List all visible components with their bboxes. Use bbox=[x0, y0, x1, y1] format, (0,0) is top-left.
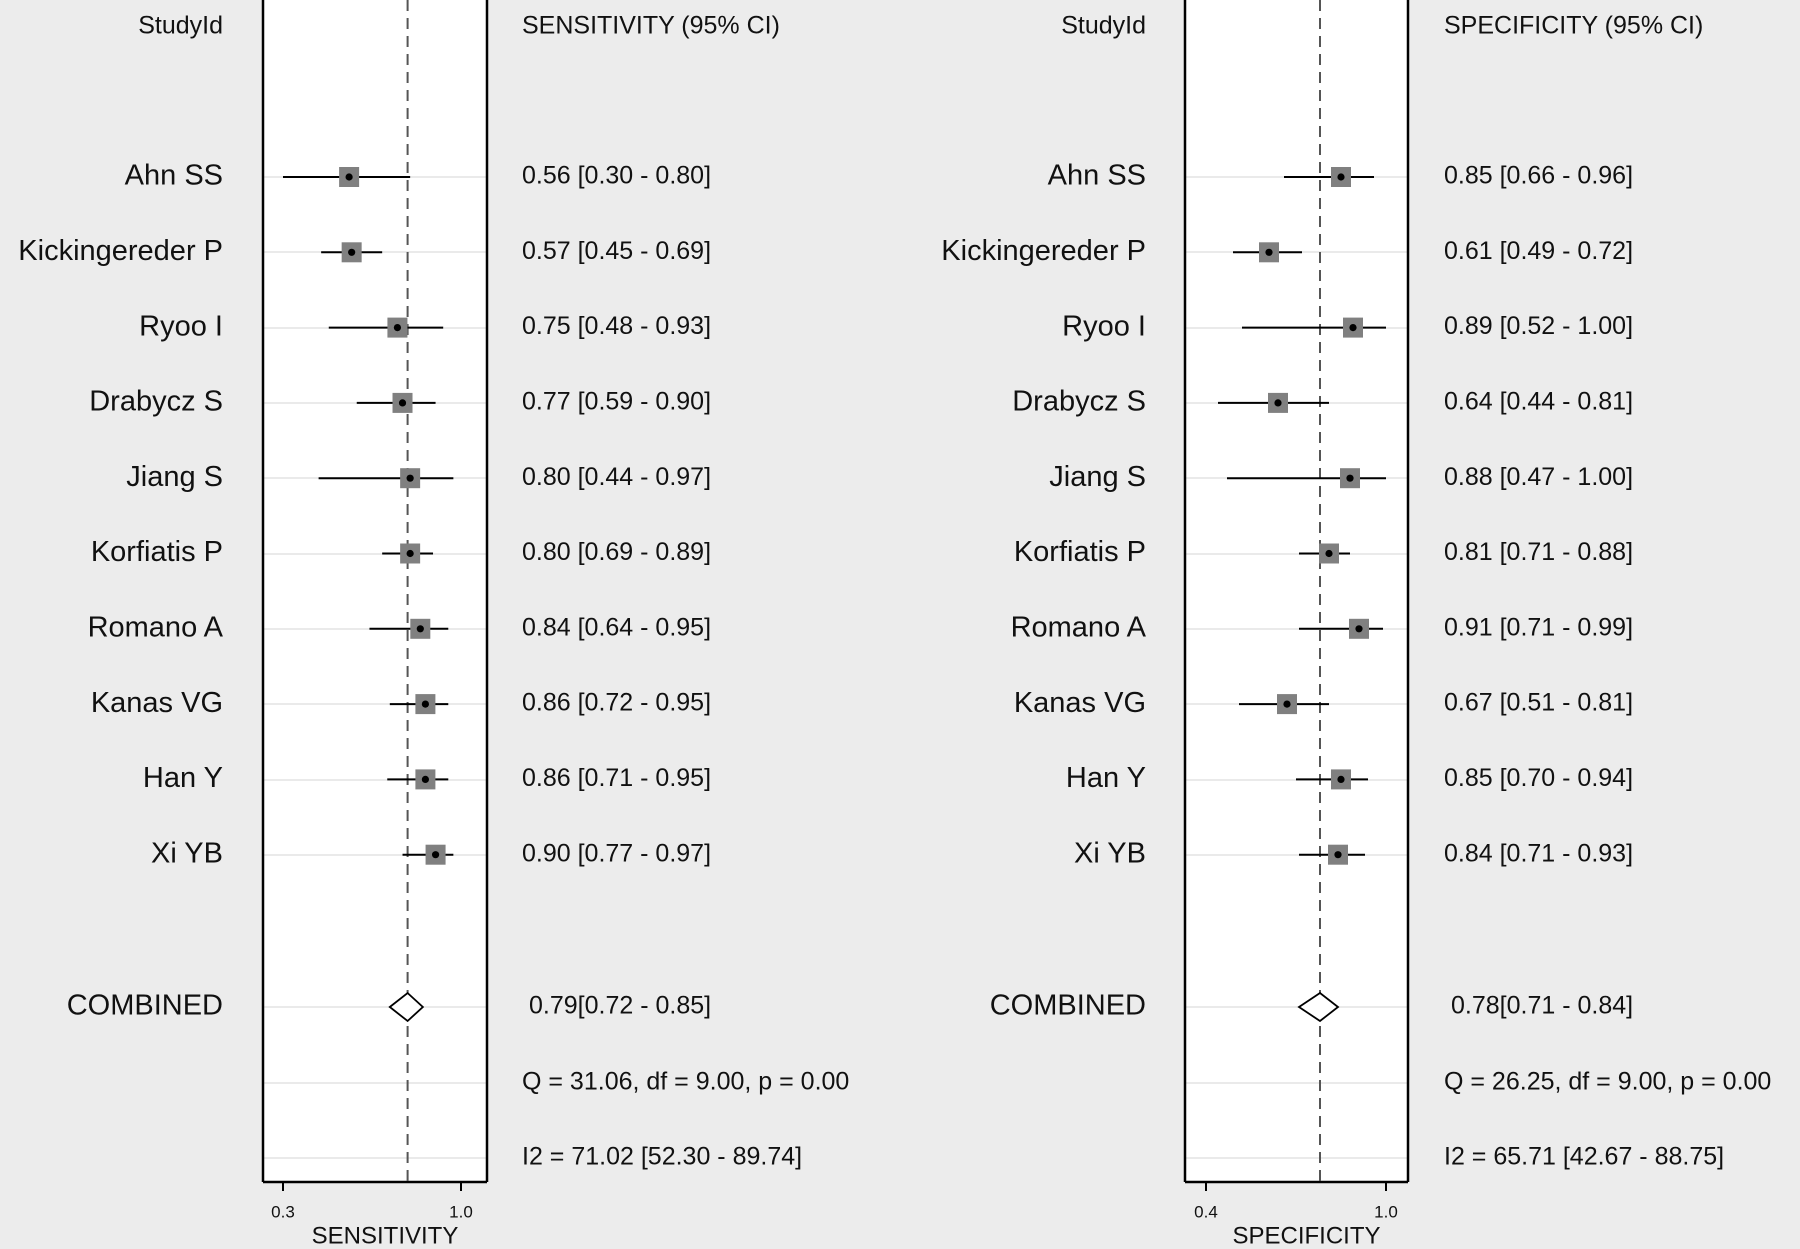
study-name: Xi YB bbox=[1073, 837, 1146, 870]
heterogeneity-i2: I2 = 71.02 [52.30 - 89.74] bbox=[522, 1142, 803, 1171]
point-estimate bbox=[1355, 625, 1362, 632]
point-estimate bbox=[1325, 550, 1332, 557]
study-name: Jiang S bbox=[126, 460, 223, 493]
point-estimate bbox=[407, 475, 414, 482]
point-estimate bbox=[407, 550, 414, 557]
point-estimate bbox=[1349, 324, 1356, 331]
point-estimate bbox=[422, 776, 429, 783]
ci-value-label: 0.86 [0.71 - 0.95] bbox=[522, 764, 712, 793]
study-column-header: StudyId bbox=[138, 11, 223, 40]
study-name: Jiang S bbox=[1049, 460, 1146, 493]
point-estimate bbox=[1274, 399, 1281, 406]
x-tick-label: 0.3 bbox=[271, 1202, 295, 1222]
combined-label: COMBINED bbox=[989, 989, 1146, 1022]
point-estimate bbox=[422, 701, 429, 708]
point-estimate bbox=[399, 399, 406, 406]
x-tick-label: 0.4 bbox=[1194, 1202, 1218, 1222]
study-name: Korfiatis P bbox=[1013, 536, 1146, 569]
ci-value-label: 0.77 [0.59 - 0.90] bbox=[522, 387, 712, 416]
study-column-header: StudyId bbox=[1061, 11, 1146, 40]
point-estimate bbox=[1283, 701, 1290, 708]
x-tick-label: 1.0 bbox=[449, 1202, 473, 1222]
study-name: Drabycz S bbox=[1012, 385, 1146, 418]
point-estimate bbox=[1337, 173, 1344, 180]
ci-value-label: 0.57 [0.45 - 0.69] bbox=[522, 236, 712, 265]
ci-value-label: 0.91 [0.71 - 0.99] bbox=[1444, 613, 1634, 642]
point-estimate bbox=[1337, 776, 1344, 783]
study-name: Ahn SS bbox=[124, 159, 223, 192]
ci-value-label: 0.64 [0.44 - 0.81] bbox=[1444, 387, 1634, 416]
study-name: Ryoo I bbox=[139, 310, 223, 343]
ci-value-label: 0.86 [0.72 - 0.95] bbox=[522, 688, 712, 717]
ci-value-label: 0.81 [0.71 - 0.88] bbox=[1444, 538, 1634, 567]
heterogeneity-q: Q = 31.06, df = 9.00, p = 0.00 bbox=[522, 1067, 850, 1096]
study-name: Han Y bbox=[1065, 762, 1146, 795]
ci-value-label: 0.80 [0.44 - 0.97] bbox=[522, 462, 712, 491]
ci-value-label: 0.90 [0.77 - 0.97] bbox=[522, 839, 712, 868]
ci-value-label: 0.89 [0.52 - 1.00] bbox=[1444, 312, 1634, 341]
point-estimate bbox=[348, 249, 355, 256]
ci-value-label: 0.61 [0.49 - 0.72] bbox=[1444, 236, 1634, 265]
study-name: Kanas VG bbox=[90, 686, 223, 719]
point-estimate bbox=[1334, 851, 1341, 858]
combined-value-label: 0.79[0.72 - 0.85] bbox=[529, 991, 712, 1020]
ci-value-label: 0.88 [0.47 - 1.00] bbox=[1444, 462, 1634, 491]
study-name: Romano A bbox=[87, 611, 223, 644]
point-estimate bbox=[394, 324, 401, 331]
study-name: Ahn SS bbox=[1047, 159, 1146, 192]
ci-value-label: 0.56 [0.30 - 0.80] bbox=[522, 161, 712, 190]
study-name: Korfiatis P bbox=[90, 536, 223, 569]
point-estimate bbox=[1265, 249, 1272, 256]
ci-value-label: 0.80 [0.69 - 0.89] bbox=[522, 538, 712, 567]
ci-value-label: 0.85 [0.66 - 0.96] bbox=[1444, 161, 1634, 190]
combined-label: COMBINED bbox=[66, 989, 223, 1022]
study-name: Xi YB bbox=[150, 837, 223, 870]
value-column-header: SPECIFICITY (95% CI) bbox=[1444, 11, 1704, 40]
study-name: Romano A bbox=[1010, 611, 1146, 644]
ci-value-label: 0.84 [0.71 - 0.93] bbox=[1444, 839, 1634, 868]
heterogeneity-i2: I2 = 65.71 [42.67 - 88.75] bbox=[1444, 1142, 1725, 1171]
combined-value-label: 0.78[0.71 - 0.84] bbox=[1451, 991, 1634, 1020]
study-name: Drabycz S bbox=[89, 385, 223, 418]
ci-value-label: 0.75 [0.48 - 0.93] bbox=[522, 312, 712, 341]
ci-value-label: 0.84 [0.64 - 0.95] bbox=[522, 613, 712, 642]
study-name: Kanas VG bbox=[1013, 686, 1146, 719]
x-axis-label: SENSITIVITY bbox=[311, 1222, 459, 1249]
study-name: Ryoo I bbox=[1062, 310, 1146, 343]
value-column-header: SENSITIVITY (95% CI) bbox=[522, 11, 780, 40]
study-name: Kickingereder P bbox=[941, 234, 1146, 267]
point-estimate bbox=[346, 173, 353, 180]
study-name: Han Y bbox=[142, 762, 223, 795]
ci-value-label: 0.67 [0.51 - 0.81] bbox=[1444, 688, 1634, 717]
x-axis-label: SPECIFICITY bbox=[1232, 1222, 1381, 1249]
point-estimate bbox=[417, 625, 424, 632]
point-estimate bbox=[432, 851, 439, 858]
ci-value-label: 0.85 [0.70 - 0.94] bbox=[1444, 764, 1634, 793]
point-estimate bbox=[1346, 475, 1353, 482]
study-name: Kickingereder P bbox=[18, 234, 223, 267]
heterogeneity-q: Q = 26.25, df = 9.00, p = 0.00 bbox=[1444, 1067, 1772, 1096]
x-tick-label: 1.0 bbox=[1374, 1202, 1398, 1222]
